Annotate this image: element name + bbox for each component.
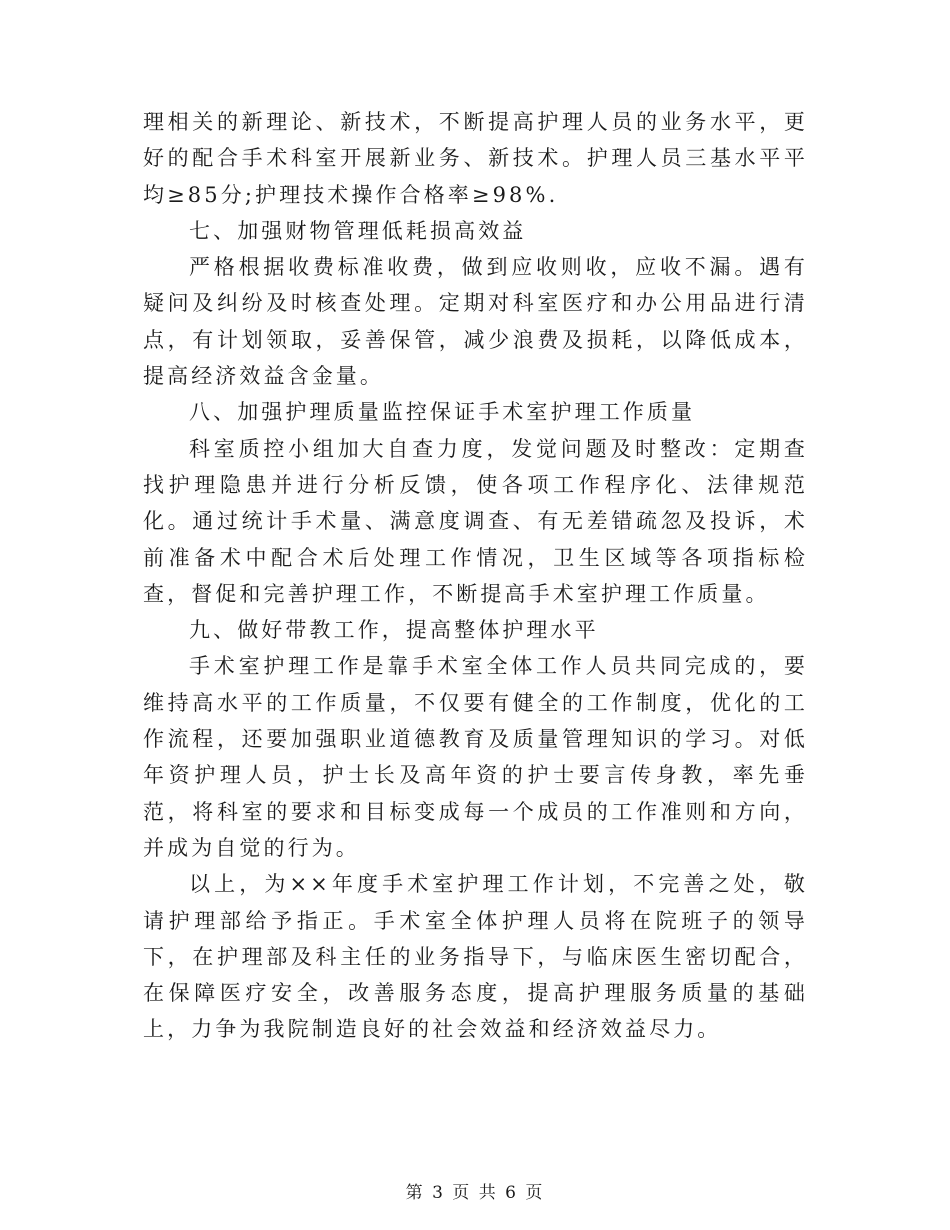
section-heading-7: 七、加强财物管理低耗损高效益 [189, 218, 527, 243]
paragraph-teaching: 手术室护理工作是靠手术室全体工作人员共同完成的，要维持高水平的工作质量，不仅要有健全的工作制度，优化的工作流程，还要加强职业道德教育及质量管理知识的学习。对低年资护理人员，护士长及高年资的护士要言传身教，率先垂范，将科室的要求和目标变成每一个成员的工作准则和方向，并成为自觉的行为。 [143, 654, 808, 860]
section-heading-9: 九、做好带教工作，提高整体护理水平 [189, 618, 599, 643]
paragraph-finance: 严格根据收费标准收费，做到应收则收，应收不漏。遇有疑问及纠纷及时核查处理。定期对科室医疗和办公用品进行清点，有计划领取，妥善保管，减少浪费及损耗，以降低成本，提高经济效益含金量。 [143, 255, 808, 389]
paragraph-continuation: 理相关的新理论、新技术，不断提高护理人员的业务水平，更好的配合手术科室开展新业务、新技术。护理人员三基水平平均≥85分;护理技术操作合格率≥98%. [143, 110, 808, 207]
paragraph-conclusion: 以上，为××年度手术室护理工作计划，不完善之处，敬请护理部给予指正。手术室全体护理人员将在院班子的领导下，在护理部及科主任的业务指导下，与临床医生密切配合，在保障医疗安全，改善服务态度，提高护理服务质量的基础上，力争为我院制造良好的社会效益和经济效益尽力。 [143, 872, 808, 1042]
page-number-footer: 第 3 页 共 6 页 [405, 1183, 545, 1203]
paragraph-quality-control: 科室质控小组加大自查力度，发觉问题及时整改：定期查找护理隐患并进行分析反馈，使各项工作程序化、法律规范化。通过统计手术量、满意度调查、有无差错疏忽及投诉，术前准备术中配合术后处理工作情况，卫生区域等各项指标检查，督促和完善护理工作，不断提高手术室护理工作质量。 [143, 436, 808, 606]
document-body [143, 104, 808, 1048]
section-heading-8: 八、加强护理质量监控保证手术室护理工作质量 [189, 400, 696, 425]
